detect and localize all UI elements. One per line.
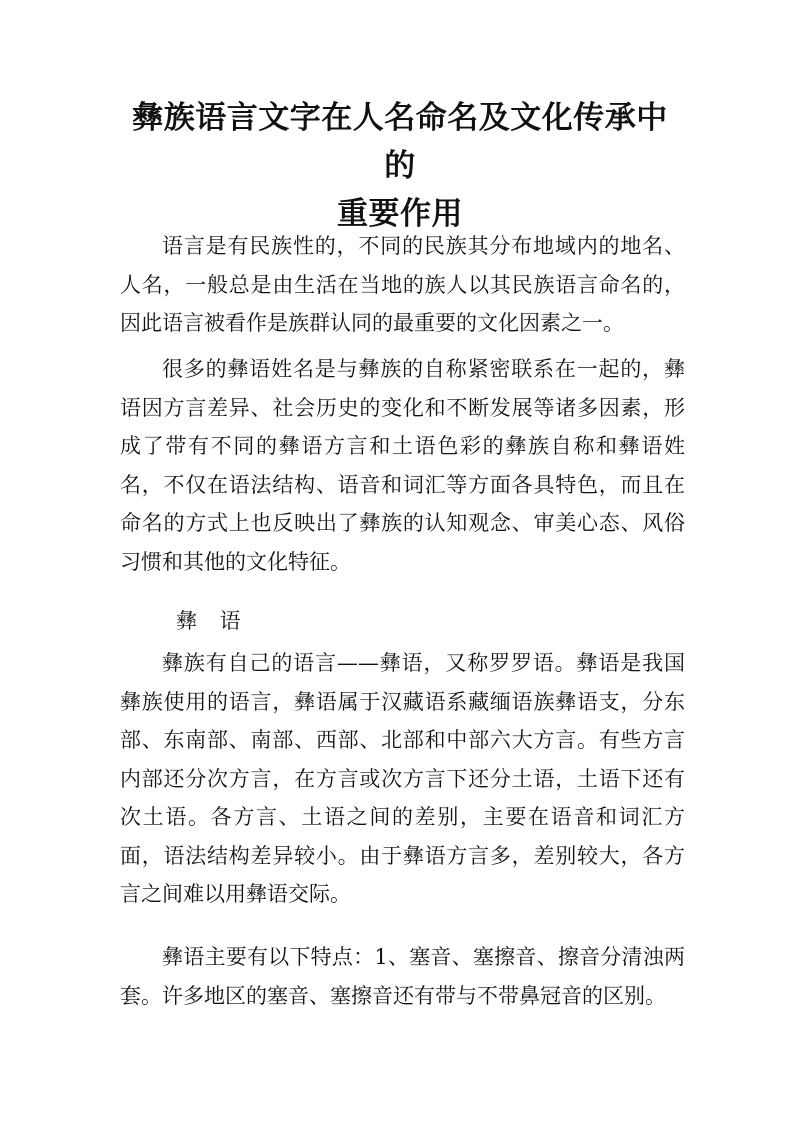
section-paragraph-1: 彝族有自己的语言——彝语，又称罗罗语。彝语是我国彝族使用的语言，彝语属于汉藏语系藏缅语族彝语支，分东部、东南部、南部、西部、北部和中部六大方言。有些方言内部还分次方言，在方言或次方言下还分土语，土语下还有次土语。各方言、土语之间的差别，主要在语音和词汇方面，语法结构差异较小。由于彝语方言多，差别较大，各方言之间难以用彝语交际。: [120, 651, 685, 906]
intro-paragraph-2: 很多的彝语姓名是与彝族的自称紧密联系在一起的，彝语因方言差异、社会历史的变化和不断发展等诸多因素，形成了带有不同的彝语方言和土语色彩的彝族自称和彝语姓名，不仅在语法结构、语音和词汇等方面各具特色，而且在命名的方式上也反映出了彝族的认知观念、审美心态、风俗习惯和其他的文化特征。: [120, 357, 685, 574]
section-heading: 彝 语: [176, 609, 249, 633]
intro-paragraph-1: 语言是有民族性的，不同的民族其分布地域内的地名、人名，一般总是由生活在当地的族人以其民族语言命名的，因此语言被看作是族群认同的最重要的文化因素之一。: [120, 234, 685, 335]
section-paragraph-2: 彝语主要有以下特点：1、塞音、塞擦音、擦音分清浊两套。许多地区的塞音、塞擦音还有带与不带鼻冠音的区别。: [120, 945, 685, 1008]
document-title: 彝族语言文字在人名命名及文化传承中的 重要作用: [132, 100, 668, 232]
